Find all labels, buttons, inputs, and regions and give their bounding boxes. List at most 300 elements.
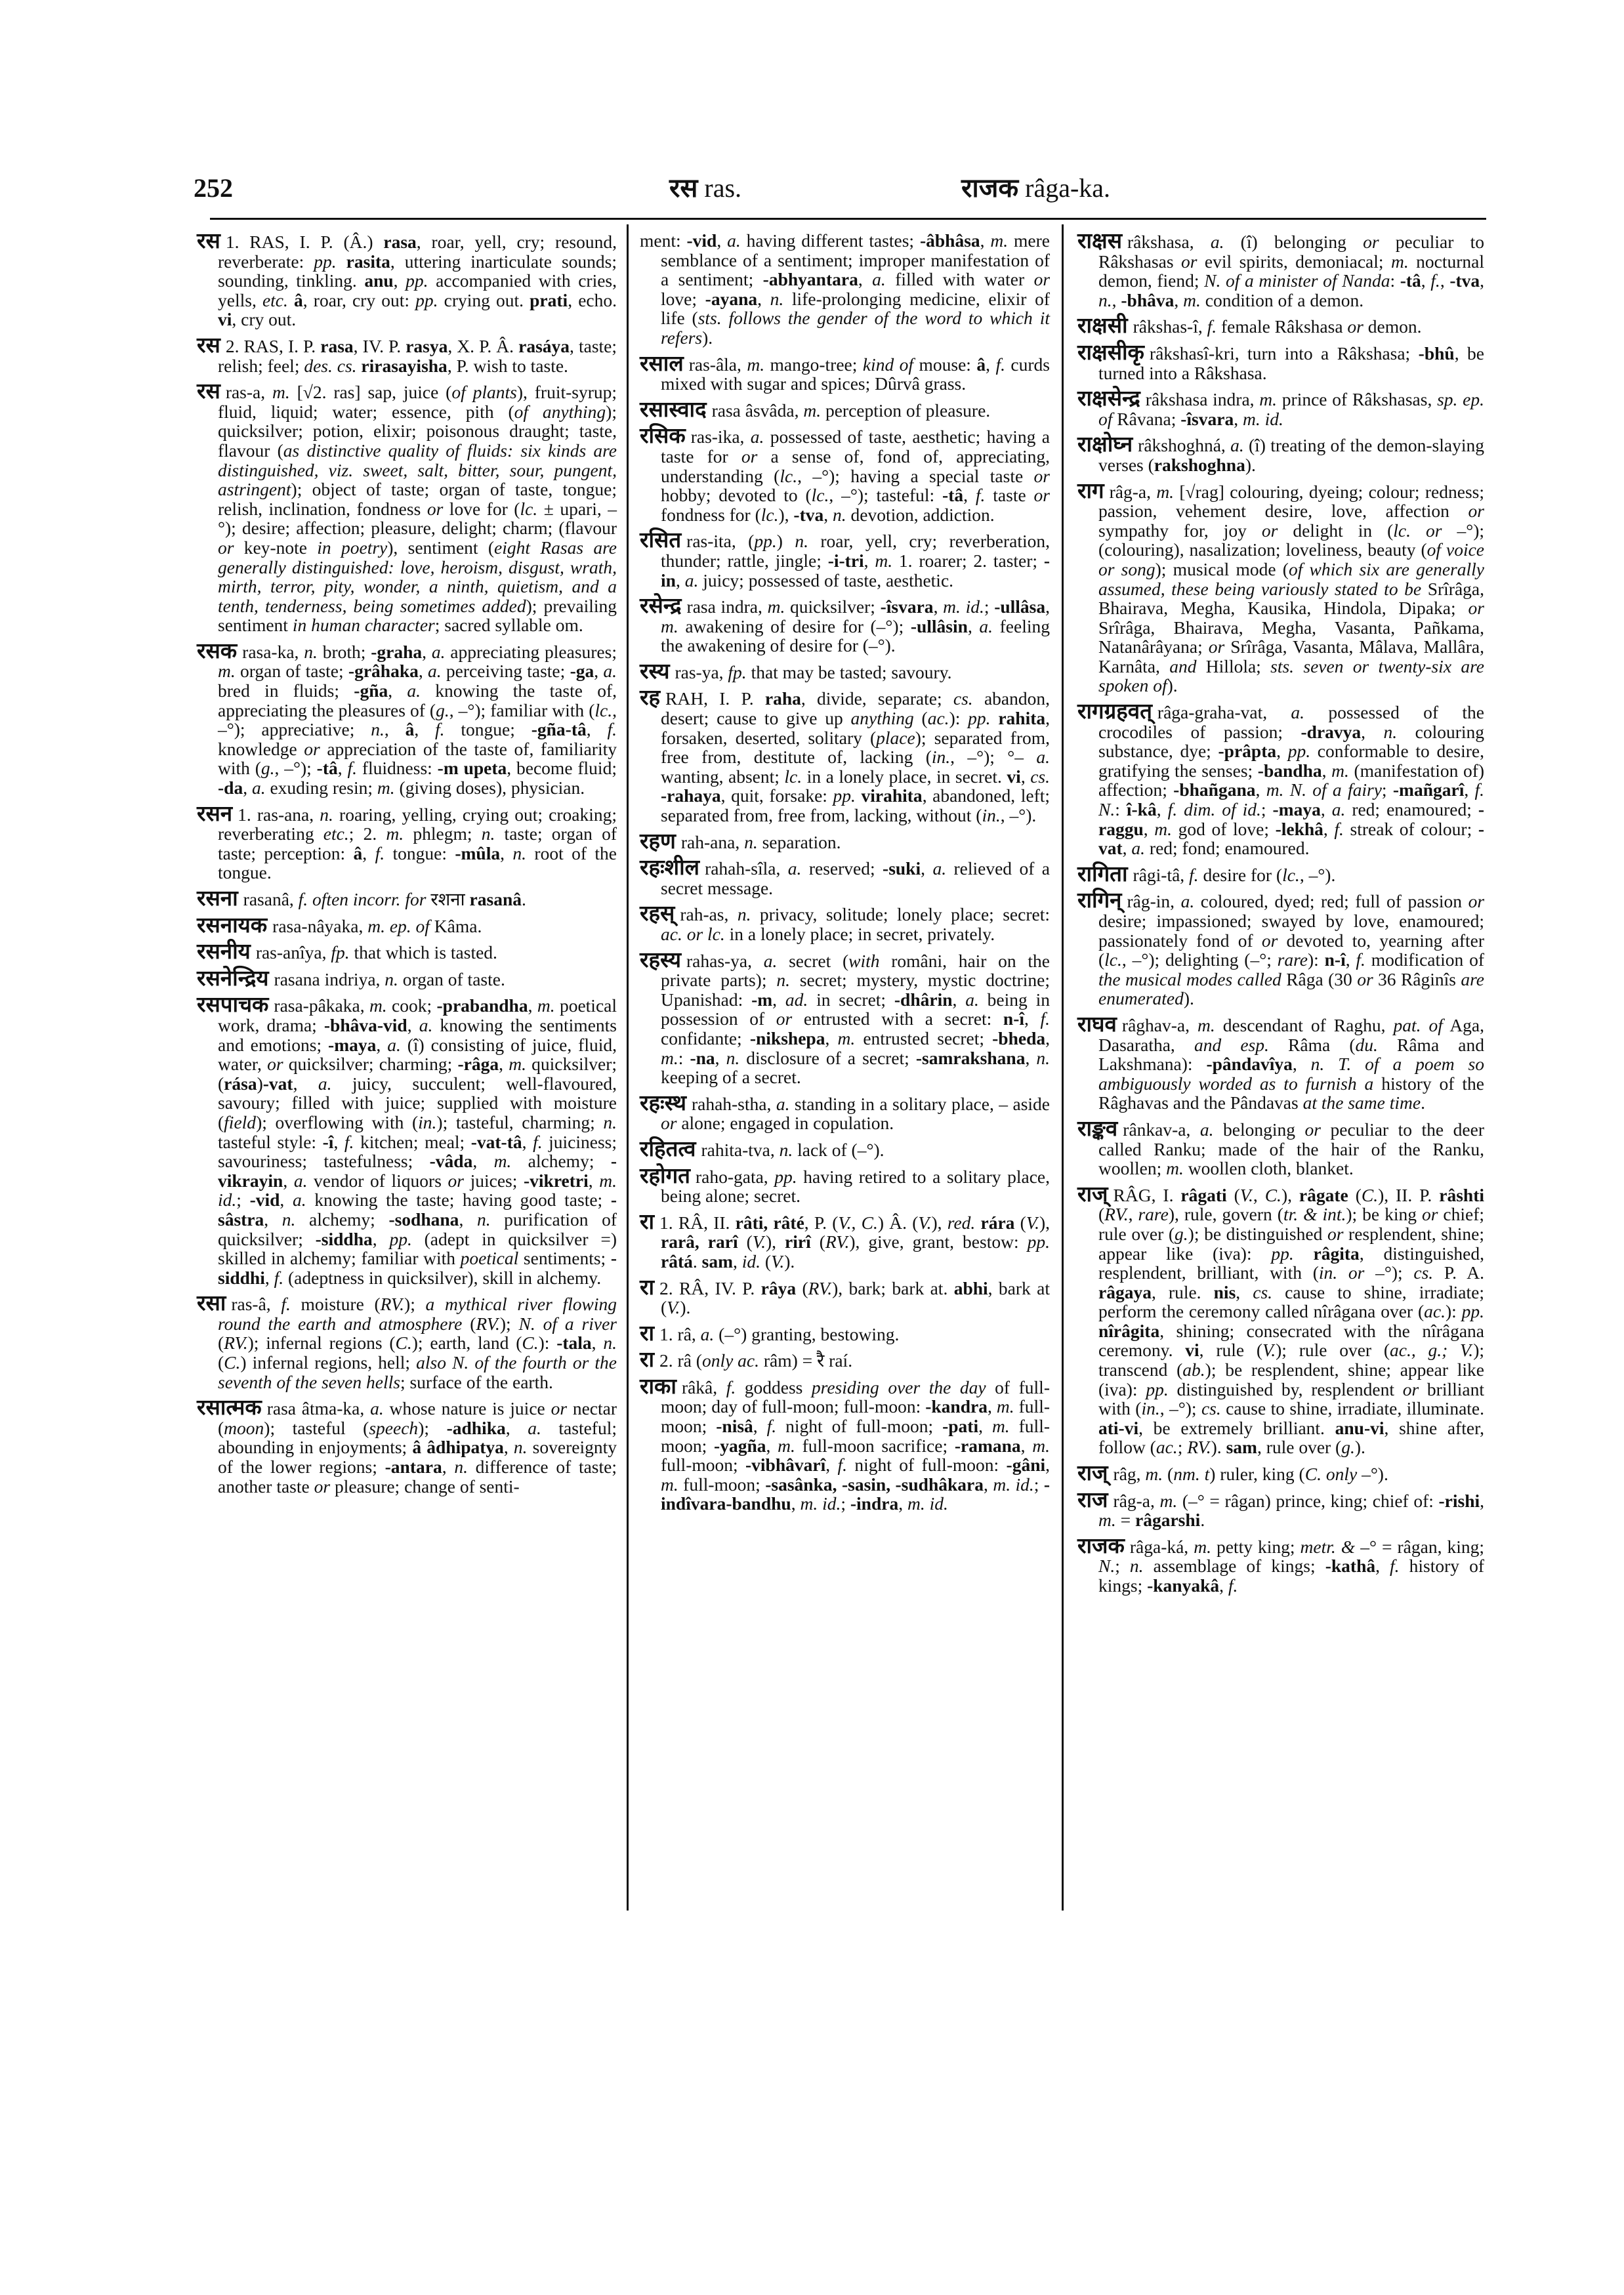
entry-text: ). [702, 327, 713, 348]
grammar-note: m. id. [800, 1493, 841, 1514]
entry-text: . [1200, 1510, 1205, 1531]
grammar-note: cs. [1413, 1262, 1434, 1283]
entry-text: alchemy; [295, 1209, 389, 1230]
grammar-note: etc. [323, 823, 349, 844]
grammar-note: m. [509, 1054, 526, 1075]
sanskrit-form: -ullâsin [910, 615, 968, 636]
entry-text: knowing the taste; having good taste; [306, 1189, 611, 1210]
sanskrit-form: -nikshepa [749, 1027, 825, 1048]
grammar-note: C. only [1304, 1464, 1358, 1485]
entry-text: (–° = râgan) prince, king; chief of: [1177, 1490, 1439, 1511]
sanskrit-form: -lekhâ [1275, 818, 1323, 839]
entry-text: ). [1211, 1437, 1226, 1458]
entry-text: rasa indra, [686, 596, 768, 617]
sanskrit-form: abhi [953, 1277, 988, 1298]
grammar-note: a. [603, 661, 617, 682]
entry-text: ( [810, 1231, 825, 1252]
grammar-note: a. [1230, 435, 1244, 456]
grammar-note: or [1261, 930, 1278, 951]
entry-text: : [678, 1047, 690, 1068]
entry-text: god of love; [1171, 818, 1276, 839]
entry-text: key-note [234, 537, 318, 558]
entry-text: ras-âla, [688, 354, 747, 375]
running-head-last-latin: râga-ka. [1025, 173, 1111, 203]
grammar-note: sts. follows the gender of the word to which it refers [661, 308, 1050, 348]
entry-text: possessed of taste, aesthetic; having a taste for [661, 426, 1050, 466]
sanskrit-form: -indîvara-bandhu [661, 1474, 1051, 1514]
entry-text: keeping of a secret. [661, 1067, 801, 1088]
sanskrit-form: -ayana [705, 288, 758, 309]
entry-text: phlegm; [404, 823, 482, 844]
entry-text: bred in fluids; [218, 680, 354, 701]
grammar-note: a. [787, 858, 802, 879]
entry-text: Râma ( [1268, 1034, 1356, 1055]
entry-text: , [1122, 838, 1132, 859]
grammar-note: m. [1166, 1158, 1184, 1179]
entry-text: , [1045, 596, 1050, 617]
entry-text: , –°); tasteful: [829, 485, 943, 506]
grammar-note: cs. [1030, 766, 1051, 787]
grammar-note: n. [454, 1457, 468, 1478]
grammar-note: n. [832, 504, 846, 525]
headword-devanagari: रहस् [640, 900, 675, 926]
headword-devanagari: राज् [1077, 1180, 1108, 1207]
entry-text: , [1323, 818, 1335, 839]
grammar-note: lc. [520, 498, 538, 519]
grammar-note: m. [369, 995, 387, 1016]
entry-text: , become fluid; [507, 758, 617, 779]
grammar-note: are enumerated [1098, 968, 1485, 1009]
grammar-note: a. [1331, 799, 1346, 820]
grammar-note: g. [1175, 1223, 1188, 1244]
grammar-note: f. N. [1098, 779, 1485, 820]
grammar-note: f. [726, 1376, 736, 1397]
grammar-note: or [1033, 269, 1051, 290]
sanskrit-form: vi [218, 309, 232, 330]
entry-text: râkâ, [681, 1376, 726, 1397]
entry-text: ras-ya, [675, 661, 728, 682]
headword-devanagari: रहःशील [640, 854, 700, 880]
entry-text: : [1390, 270, 1400, 291]
entry-text: , [594, 661, 604, 682]
grammar-note: a. [528, 1417, 541, 1438]
entry-text: privacy, solitude; lonely place; secret: [751, 904, 1050, 925]
entry-text: ), rule, govern ( [1168, 1204, 1283, 1225]
sanskrit-form: -bhâva [1121, 289, 1175, 310]
entry-text: ): [1308, 949, 1325, 970]
entry-text: , [858, 269, 873, 290]
entry-text: râkshas-î, [1133, 316, 1207, 337]
entry-text: , roar, yell, cry; resound, reverberate: [218, 232, 617, 272]
sanskrit-form: -ullâsa [994, 596, 1046, 617]
entry-text: , [986, 354, 996, 375]
entry-text: , shine after, follow ( [1098, 1417, 1484, 1458]
running-head-first-latin: ras. [704, 173, 742, 203]
entry-text: 1. RAS, I. P. (Â.) [225, 232, 384, 252]
dictionary-entry [1077, 860, 1484, 886]
entry-text: , [1045, 1027, 1051, 1048]
entry-text: ; surface of the earth. [400, 1371, 553, 1392]
sanskrit-form: râgate [1299, 1184, 1348, 1205]
entry-text: coloured, dyed; red; full of passion [1194, 891, 1468, 912]
entry-text: rânkav-a, [1123, 1119, 1200, 1140]
entry-text: ); [499, 1313, 519, 1334]
dictionary-entry [640, 946, 1051, 1088]
sanskrit-form: -dravya [1301, 721, 1362, 742]
entry-text: that which is tasted. [349, 942, 497, 963]
grammar-note: g. [436, 699, 449, 720]
sanskrit-form: -vâda [429, 1151, 473, 1172]
grammar-note: or [267, 1054, 283, 1075]
grammar-note: m. [1331, 760, 1349, 781]
entry-text: exuding resin; [265, 777, 377, 798]
entry-text: rah-as, [680, 904, 738, 925]
entry-text: ); rule over ( [1276, 1340, 1390, 1361]
grammar-note: a. [872, 269, 886, 290]
grammar-note: a. [1199, 1119, 1214, 1140]
entry-text: rasanâ, [243, 889, 299, 909]
sanskrit-form: -î [322, 1131, 334, 1152]
entry-text: rasa âsvâda, [711, 400, 804, 421]
entry-text: love; [661, 288, 705, 309]
grammar-note: lc. [1282, 864, 1300, 885]
entry-text: sympathy for, joy [1098, 520, 1262, 541]
grammar-note: eight Rasas are generally distinguished: love, heroism, disgust, wrath, mirth, terror, pity, wonder, a ninth, quietism, and a tenth, tenderness, being sometimes added [218, 537, 617, 616]
grammar-note: the musical modes called [1098, 968, 1281, 989]
headword-devanagari: राक्षसीकृ [1077, 339, 1144, 365]
entry-text: alone; engaged in copulation. [677, 1113, 894, 1134]
entry-text: descendant of Raghu, [1215, 1014, 1394, 1035]
entry-text: ment: [640, 230, 687, 251]
sanskrit-form: rahita [998, 708, 1046, 729]
entry-text: taste; organ of taste; perception: [218, 823, 617, 863]
dictionary-entry [640, 231, 1050, 348]
entry-text: , [980, 230, 991, 251]
grammar-note: m. id. [218, 1170, 617, 1210]
grammar-note: a. [428, 661, 442, 682]
sanskrit-form: -vibhâvarî [745, 1455, 826, 1476]
grammar-note: n. [737, 904, 751, 925]
grammar-note: n. [304, 641, 318, 662]
grammar-note: a. [750, 426, 764, 447]
entry-text: (manifestation of) affection; [1098, 760, 1485, 800]
headword-devanagari: रसन [197, 800, 233, 826]
grammar-note: also N. of the fourth or the seventh of the seven hells [218, 1352, 617, 1392]
grammar-note: m. [661, 1047, 678, 1068]
entry-text: ). [680, 1297, 691, 1318]
entry-text: , [264, 1267, 274, 1288]
grammar-note: poetical [460, 1248, 519, 1269]
entry-text: , [372, 1228, 390, 1249]
entry-text: ; [236, 1189, 250, 1210]
entry-text: Srîrâga, Bhairava, Megha, Kausika, Hindola, Dipaka; [1098, 578, 1485, 619]
entry-text: desire for ( [1198, 864, 1283, 885]
entry-text: ; [1033, 1474, 1044, 1495]
grammar-note: pp. [1461, 1301, 1484, 1322]
grammar-note: fp. [728, 661, 747, 682]
grammar-note: f. [281, 1294, 291, 1315]
entry-text: râga-ká, [1129, 1536, 1194, 1557]
sanskrit-form: -bhañgana [1173, 779, 1256, 800]
grammar-note: du. [1355, 1034, 1378, 1055]
entry-text: knowing the taste of, appreciating the pleasures of ( [218, 680, 617, 720]
entry-text: of full-moon; day of full-moon; full-moon: [661, 1376, 1050, 1417]
entry-text: , X. P. Â. [448, 335, 519, 356]
dictionary-entry [640, 684, 1051, 826]
dictionary-entry [640, 1135, 1050, 1161]
entry-text: रशना [426, 889, 470, 909]
entry-text: ( [760, 1251, 772, 1272]
entry-text: 1. ras-ana, [238, 804, 320, 825]
grammar-note: f. [533, 1131, 543, 1152]
sanskrit-form: â âdhipatya [412, 1437, 504, 1458]
grammar-note: m. [837, 1027, 856, 1048]
entry-text: , [280, 1189, 293, 1210]
sanskrit-form: -m [751, 989, 773, 1010]
entry-text: , [921, 858, 933, 879]
grammar-note: n. [776, 970, 790, 991]
grammar-note: m. [778, 1435, 795, 1456]
entry-text: rahas-ya, [686, 950, 764, 971]
dictionary-entry [197, 1394, 617, 1497]
entry-text: ); overflowing with ( [256, 1111, 419, 1132]
grammar-note: ac. [1156, 1437, 1178, 1458]
dictionary-entry [640, 527, 1051, 590]
sanskrit-form: rakshoghna [1154, 454, 1245, 475]
entry-text: crying out. [438, 289, 530, 310]
grammar-note: m. id. [993, 1474, 1034, 1495]
grammar-note: m. [537, 995, 555, 1016]
entry-text: , [499, 1054, 509, 1075]
grammar-note: or [427, 498, 444, 519]
sanskrit-form: -pândavîya [1206, 1054, 1293, 1075]
sanskrit-form: -na [690, 1047, 715, 1068]
sanskrit-form: -tala [556, 1333, 592, 1354]
grammar-note: m. [1259, 389, 1278, 410]
entry-text: (î) treating of the demon-slaying verses ( [1098, 435, 1484, 475]
entry-text: râm) = रै raí. [759, 1350, 853, 1371]
entry-text: disclosure of a secret; [739, 1047, 916, 1068]
grammar-note: ac. or lc. [661, 924, 725, 944]
sanskrit-form: -bandha [1257, 760, 1322, 781]
grammar-note: and esp. [1194, 1034, 1269, 1055]
entry-text: goddess [736, 1376, 812, 1397]
grammar-note: a. [1131, 838, 1146, 859]
sanskrit-form: vi [1007, 766, 1021, 787]
sanskrit-form: rára [980, 1212, 1015, 1233]
grammar-note: n. [744, 831, 758, 852]
entry-text: , [851, 1212, 862, 1233]
entry-text: , [337, 758, 348, 779]
grammar-note: n. [726, 1047, 740, 1068]
sanskrit-form: râya [760, 1277, 797, 1298]
headword-devanagari: राज् [1077, 1460, 1108, 1486]
grammar-note: a. [293, 1170, 308, 1191]
entry-text: confidante; [661, 1027, 750, 1048]
grammar-note: a. [1180, 891, 1195, 912]
entry-text: (adept in quicksilver =) skilled in alchemy; familiar with [218, 1228, 617, 1269]
entry-text: abandon, desert; cause to give up [661, 688, 1050, 729]
headword-devanagari: राग [1077, 477, 1104, 503]
entry-text: , rule over ( [1257, 1437, 1342, 1458]
grammar-note: of anything [514, 401, 606, 422]
sanskrit-form: â [976, 354, 986, 375]
grammar-note: g. [1341, 1437, 1355, 1458]
entry-text: ): [949, 708, 968, 729]
entry-text: a sense of, fond of, appreciating, understanding ( [661, 445, 1050, 486]
entry-text: ( [1348, 1184, 1362, 1205]
dictionary-entry [1077, 1180, 1485, 1458]
entry-text: , [984, 1474, 993, 1495]
entry-text: , [772, 989, 785, 1010]
dictionary-entry [1077, 1532, 1484, 1596]
grammar-note: or [551, 1398, 568, 1419]
entry-text: , [1020, 1435, 1033, 1456]
grammar-note: m. [803, 400, 822, 421]
entry-text: , P. ( [804, 1212, 839, 1233]
grammar-note: pp. [754, 531, 777, 552]
entry-text: Srîrâga, Vasanta, Mâlava, Mallâra, Karnâta, [1098, 636, 1484, 676]
grammar-note: or [448, 1170, 464, 1191]
grammar-note: pp. [1287, 741, 1311, 762]
entry-text: rasa-pâkaka, [274, 995, 369, 1016]
dictionary-column-3 [1077, 228, 1485, 1602]
entry-text: RÂG, I. [1113, 1184, 1181, 1205]
entry-text: ras-a, [225, 382, 272, 403]
dictionary-entry [197, 991, 617, 1288]
entry-text: devotion, addiction. [846, 504, 995, 525]
entry-text: assemblage of kings; [1143, 1556, 1325, 1577]
entry-text: 1. roarer; 2. taster; [892, 550, 1044, 571]
dictionary-entry [197, 911, 617, 938]
sanskrit-form: -vid [249, 1189, 280, 1210]
entry-text: entrusted secret; [855, 1027, 993, 1048]
grammar-note: or [1468, 891, 1485, 912]
entry-text: râkshasî-kri, turn into a Râkshasa; [1149, 342, 1419, 363]
entry-text: (–°) granting, bestowing. [714, 1323, 900, 1344]
grammar-note: m. [747, 354, 765, 375]
sanskrit-form: -sâstra [218, 1189, 617, 1230]
grammar-note: m. [661, 1474, 678, 1495]
headword-devanagari: रहोगत [640, 1162, 690, 1188]
entry-text: , be turned into a Râkshasa. [1098, 342, 1484, 383]
entry-text: = [1115, 1510, 1136, 1531]
entry-text: red; fond; enamoured. [1145, 838, 1310, 859]
entry-text: ); [418, 1417, 447, 1438]
entry-text: prince of Râkshasas, [1277, 389, 1438, 410]
entry-text: , [503, 1437, 514, 1458]
entry-text: ), [765, 1231, 785, 1252]
grammar-note: m. [1156, 481, 1175, 502]
grammar-note: a. [965, 989, 979, 1010]
entry-text: –°); [1364, 1262, 1414, 1283]
dictionary-entry [1077, 339, 1484, 383]
grammar-note: a. [318, 1073, 332, 1094]
entry-text: ); quicksilver; potion, elixir; poisonous draught; taste, flavour ( [218, 401, 617, 461]
grammar-note: red. [947, 1212, 976, 1233]
sanskrit-form: -vikretri [523, 1170, 589, 1191]
entry-text: devoted to, yearning after ( [1098, 930, 1484, 970]
entry-text: modification of [1365, 949, 1484, 970]
entry-text: ras-ita, ( [686, 531, 755, 552]
dictionary-entry [197, 378, 617, 636]
entry-text: night of full-moon: [847, 1455, 1007, 1476]
dictionary-entry [640, 657, 1050, 684]
sanskrit-form: rasa [320, 335, 354, 356]
grammar-note: m. N. of a fairy [1266, 779, 1382, 800]
grammar-note: a. [1036, 747, 1050, 768]
grammar-note: n. [512, 842, 527, 863]
grammar-note: n. [1383, 721, 1398, 742]
grammar-note: n. [603, 1111, 617, 1132]
entry-text: kitchen; meal; [354, 1131, 471, 1152]
entry-text: râkshasa, [1127, 232, 1211, 252]
grammar-note: V. [752, 1231, 766, 1252]
sanskrit-form: -tâ [1400, 270, 1421, 291]
entry-text: ( [1226, 1184, 1240, 1205]
grammar-note: speech [369, 1417, 419, 1438]
entry-text: , [978, 1416, 992, 1437]
sanskrit-form: -ramana [954, 1435, 1021, 1456]
headword-devanagari: राघव [1077, 1010, 1117, 1037]
grammar-note: V. [667, 1297, 680, 1318]
entry-text: , [1156, 799, 1168, 820]
entry-text: , [717, 230, 728, 251]
entry-text: full-moon sacrifice; [795, 1435, 955, 1456]
headword-devanagari: रस [197, 331, 220, 358]
grammar-note: lc. [811, 485, 829, 506]
entry-text: 1. RÂ, II. [659, 1212, 736, 1233]
grammar-note: a. [387, 1034, 401, 1055]
entry-text: ( [462, 1313, 476, 1334]
entry-text: , [1174, 289, 1184, 310]
entry-text: resplendent, shine; appear like (iva): [1098, 1223, 1484, 1264]
dictionary-entry [197, 331, 617, 376]
sanskrit-form: -grâhaka [348, 661, 419, 682]
dictionary-entry [197, 964, 617, 991]
entry-text: desire; impassioned; swayed by love, enamoured; passionately fond of [1098, 911, 1484, 951]
entry-text: ); earth, land ( [411, 1333, 522, 1354]
sanskrit-form: sam [1226, 1437, 1257, 1458]
dictionary-entry [640, 827, 1050, 854]
entry-text: , [264, 1209, 282, 1230]
grammar-note: f. [837, 1455, 847, 1476]
entry-text: organ of taste; [235, 661, 348, 682]
entry-text: ), [1039, 1212, 1051, 1233]
entry-text: , [588, 1170, 600, 1191]
entry-text: ) ruler, king ( [1209, 1464, 1305, 1485]
entry-text: secret; mystery, mystic doctrine; Upanishad: [661, 970, 1050, 1010]
grammar-note: N. of a river [518, 1313, 617, 1334]
sanskrit-form: -îsvara [880, 596, 934, 617]
entry-text: , [1320, 799, 1332, 820]
headword-devanagari: रहस्य [640, 946, 681, 972]
entry-text: juices; [463, 1170, 524, 1191]
sanskrit-form: râgita [1313, 1243, 1360, 1264]
entry-text: cause to shine, irradiate, illuminate. [1220, 1398, 1484, 1419]
dictionary-column-2 [640, 231, 1050, 1520]
sanskrit-form: anu-vi [1335, 1417, 1385, 1438]
entry-text: being in possession of [661, 989, 1050, 1029]
entry-text: , [825, 1027, 838, 1048]
entry-text: female Râkshasa [1217, 316, 1348, 337]
entry-text: ; [1381, 779, 1393, 800]
entry-text: , [757, 288, 770, 309]
entry-text [1294, 1243, 1314, 1264]
entry-text: , rule ( [1199, 1340, 1262, 1361]
grammar-note: V. [1239, 1184, 1253, 1205]
entry-text: , [586, 719, 608, 740]
